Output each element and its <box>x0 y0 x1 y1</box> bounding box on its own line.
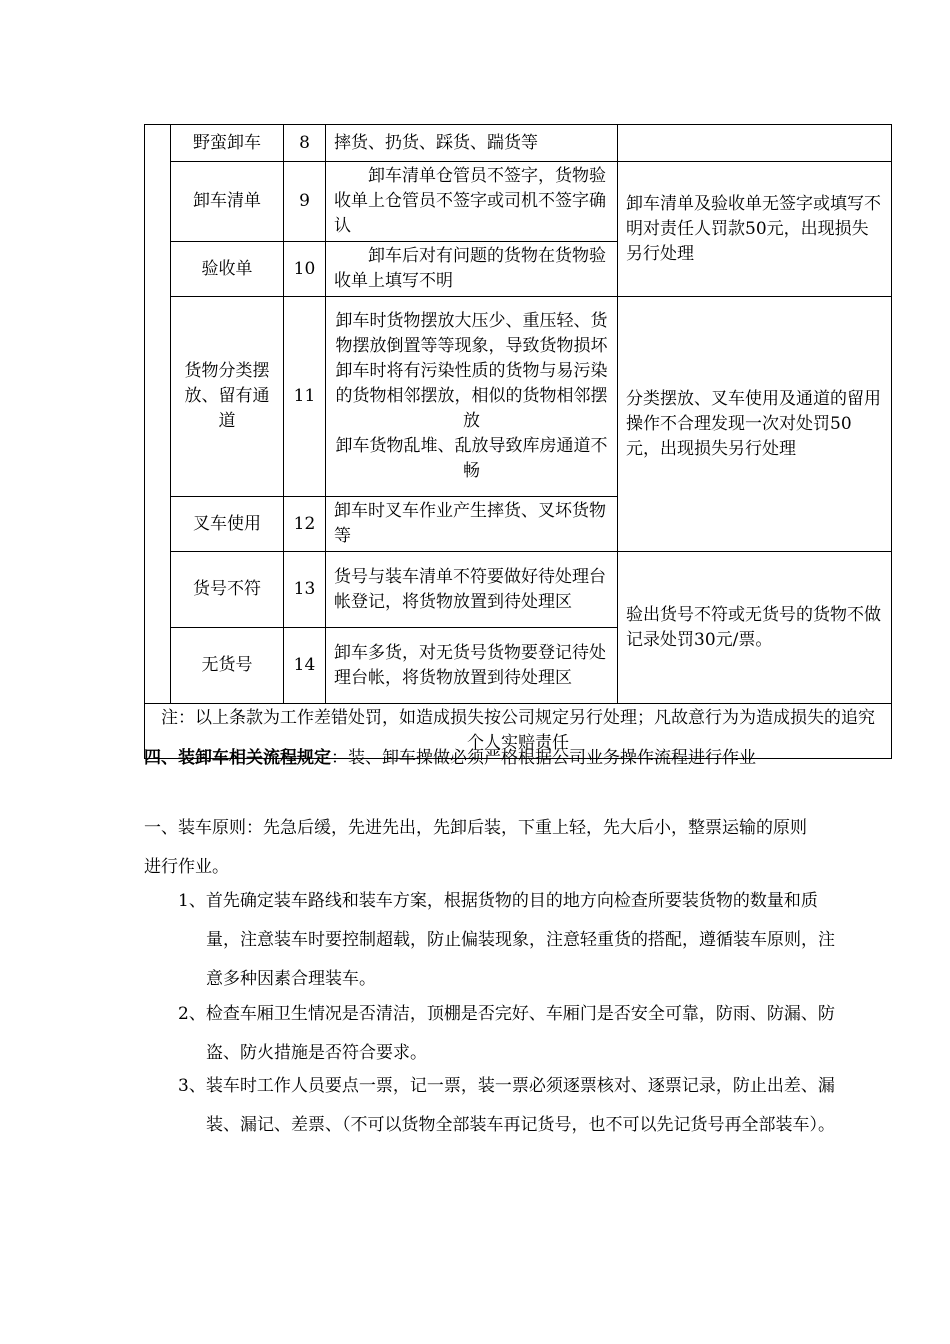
merged-left-cell <box>145 125 171 704</box>
penalty-cell <box>618 125 892 162</box>
section-heading-paragraph <box>144 739 814 778</box>
item-label: 3、 <box>178 1076 206 1096</box>
table-row <box>145 297 892 497</box>
number-cell: 13 <box>284 552 326 628</box>
category-cell: 野蛮卸车 <box>171 125 284 162</box>
table-row <box>145 552 892 628</box>
description-line: 卸车后对有问题的货物在货物验收单上填写不明 <box>334 246 606 291</box>
table-note: 注：以上条款为工作差错处罚，如造成损失按公司规定另行处理；凡故意行为为造成损失的追究个人实赔责任 <box>145 704 892 759</box>
category-cell: 叉车使用 <box>171 497 284 552</box>
number-cell: 11 <box>284 297 326 497</box>
item-text: 装车时工作人员要点一票，记一票，装一票必须逐票核对、逐票记录，防止出差、漏装、漏记、差票、（不可以货物全部装车再记货号，也不可以先记货号再全部装车）。 <box>205 1076 835 1135</box>
category-cell: 货物分类摆放、留有通道 <box>171 297 284 497</box>
penalty-cell: 验出货号不符或无货号的货物不做记录处罚30元/票。 <box>618 552 892 704</box>
description-line: 卸车时叉车作业产生摔货、叉坏货物等 <box>334 501 606 546</box>
item-text: 检查车厢卫生情况是否清洁，顶棚是否完好、车厢门是否安全可靠，防雨、防漏、防盗、防火措施是否符合要求。 <box>205 1004 835 1063</box>
description-line: 货号与装车清单不符要做好待处理台帐登记，将货物放置到待处理区 <box>334 566 606 612</box>
description-cell <box>326 242 618 297</box>
description-line: 卸车时货物摆放大压少、重压轻、货物摆放倒置等等现象，导致货物损坏 <box>335 311 608 356</box>
number-cell: 8 <box>284 125 326 162</box>
penalty-table <box>144 124 892 759</box>
item-label: 1、 <box>178 891 206 911</box>
description-cell <box>326 297 618 497</box>
number-cell: 14 <box>284 628 326 704</box>
table-row <box>145 125 892 162</box>
item-text: 首先确定装车路线和装车方案，根据货物的目的地方向检查所要装货物的数量和质量，注意装车时要控制超载，防止偏装现象，注意轻重货的搭配，遵循装车原则，注意多种因素合理装车。 <box>205 891 835 989</box>
description-cell <box>326 125 618 162</box>
section-heading-text: ：装、卸车操做必须严格根据公司业务操作流程进行作业 <box>331 748 756 768</box>
loading-principle: 一、装车原则：先急后缓，先进先出，先卸后装，下重上轻，先大后小，整票运输的原则进行作业。 <box>144 818 807 877</box>
item-label: 2、 <box>178 1004 206 1024</box>
category-cell: 货号不符 <box>171 552 284 628</box>
description-line: 卸车时将有污染性质的货物与易污染的货物相邻摆放，相似的货物相邻摆放 <box>335 361 608 431</box>
penalty-cell: 分类摆放、叉车使用及通道的留用操作不合理发现一次对处罚50元，出现损失另行处理 <box>618 297 892 552</box>
description-line: 卸车货物乱堆、乱放导致库房通道不畅 <box>335 436 608 481</box>
table-row <box>145 162 892 242</box>
description-cell <box>326 497 618 552</box>
category-cell: 卸车清单 <box>171 162 284 242</box>
section-heading: 四、装卸车相关流程规定 <box>144 748 331 768</box>
category-cell: 验收单 <box>171 242 284 297</box>
number-cell: 9 <box>284 162 326 242</box>
penalty-cell: 卸车清单及验收单无签字或填写不明对责任人罚款50元，出现损失另行处理 <box>618 162 892 297</box>
description-line: 卸车清单仓管员不签字，货物验收单上仓管员不签字或司机不签字确认 <box>334 166 606 236</box>
number-cell: 10 <box>284 242 326 297</box>
description-cell <box>326 552 618 628</box>
category-cell: 无货号 <box>171 628 284 704</box>
description-cell <box>326 628 618 704</box>
description-cell <box>326 162 618 242</box>
description-line: 摔货、扔货、踩货、踹货等 <box>334 132 538 153</box>
list-item <box>178 995 836 1073</box>
list-item <box>178 882 836 999</box>
description-line: 卸车多货，对无货号货物要登记待处理台帐，将货物放置到待处理区 <box>334 642 606 688</box>
number-cell: 12 <box>284 497 326 552</box>
list-item <box>178 1067 836 1145</box>
